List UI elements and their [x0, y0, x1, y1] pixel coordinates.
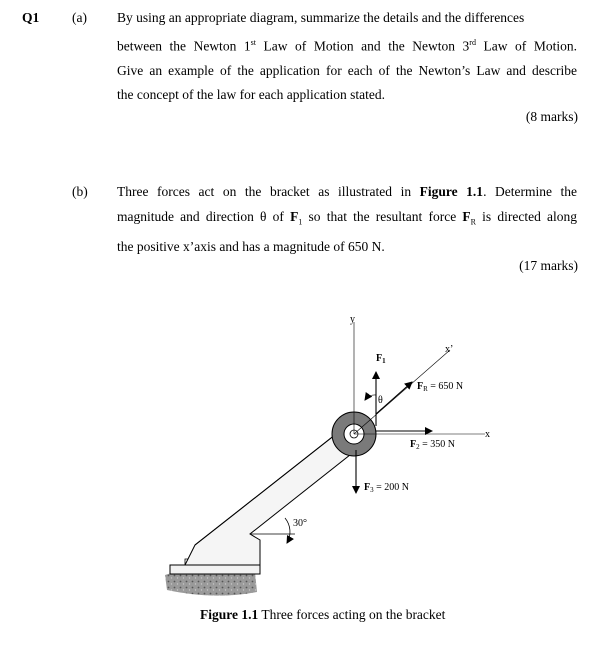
line2-text-3: Law of Motion.: [475, 38, 577, 53]
f2-label: $F_2 = 350$ N: [410, 439, 455, 451]
part-b-line-1: [117, 180, 577, 205]
figure-caption: [200, 607, 445, 623]
figure-ref: Figure 1.1: [419, 184, 484, 199]
part-a-line-3: Give an example of the application for each of the Newton’s Law and describe: [117, 62, 577, 78]
line2-text-1: between the Newton 1: [117, 38, 251, 53]
x-prime-axis: [354, 350, 450, 434]
question-number: Q1: [22, 10, 40, 25]
fr-label: $F_R = 650$ N: [417, 381, 464, 393]
angle-label: 30°: [293, 518, 307, 529]
part-a-line-4: the concept of the law for each application stated.: [117, 87, 386, 102]
base-plate: [170, 565, 260, 574]
line2-text-2: Law of Motion and the Newton 3: [255, 38, 470, 53]
f1-label: $F_1$: [376, 353, 386, 365]
b2-text-3: is directed along: [475, 208, 578, 224]
x-axis-label: x: [485, 429, 490, 440]
part-a-marks: (8 marks): [525, 109, 578, 124]
part-a-line-2: [117, 31, 577, 59]
caption-text: Three forces acting on the bracket: [258, 607, 446, 622]
x-prime-label: x’: [445, 344, 454, 355]
part-b-line-2: [117, 205, 577, 235]
bracket-figure: [155, 310, 505, 600]
part-a-label: (a): [72, 10, 87, 25]
part-b-marks: (17 marks): [519, 258, 578, 273]
angle-arc: [285, 518, 290, 543]
fr-sub: R: [470, 217, 476, 227]
caption-bold: Figure 1.1: [200, 607, 259, 622]
b1-text-1: Three forces act on the bracket as illustrated in: [117, 184, 420, 199]
part-b-line-3: the positive x’axis and has a magnitude of 650 N.: [117, 238, 385, 254]
sup-st: st: [250, 37, 256, 47]
f3-label: $F_3 = 200$ N: [364, 482, 409, 494]
part-b-label: (b): [72, 184, 88, 199]
part-a-text: [117, 6, 577, 108]
bracket-arm: [185, 427, 360, 565]
part-a-line-1: By using an appropriate diagram, summarize the details and the differences: [117, 10, 525, 25]
theta-arc: [365, 395, 376, 400]
b1-text-2: . Determine the: [483, 184, 578, 199]
theta-label: θ: [378, 395, 383, 406]
fr-symbol: F: [462, 208, 471, 224]
sup-rd: rd: [469, 37, 476, 47]
part-b-text: [117, 180, 577, 259]
b2-text-2: so that the resultant force: [302, 208, 463, 224]
f1-symbol: F: [290, 208, 299, 224]
f1-sub: 1: [298, 217, 303, 227]
b2-text-1: magnitude and direction θ of: [117, 208, 291, 224]
y-axis-label: y: [350, 314, 355, 325]
